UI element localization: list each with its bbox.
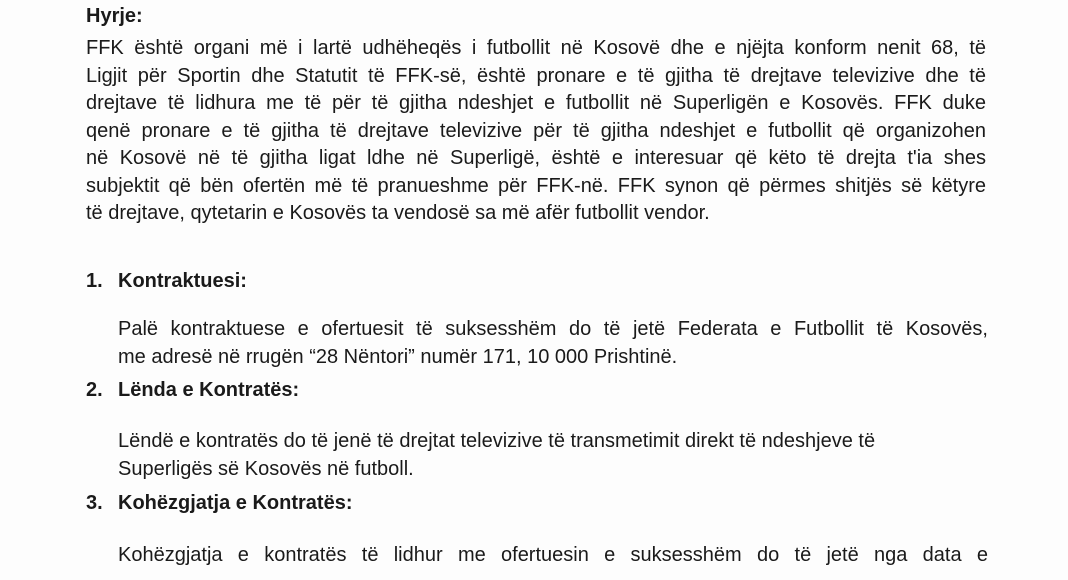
intro-heading: Hyrje: (86, 5, 143, 27)
intro-paragraph (86, 35, 986, 228)
section-1-heading (86, 268, 247, 294)
section-line: Lëndë e kontratës do të jenë të drejtat televizive të transmetimit direkt të ndeshjeve të (118, 430, 876, 452)
intro-line: në Kosovë në të gjitha ligat ldhe në Superligë, është e interesuar që këto të drejta t'ia shes (86, 147, 986, 169)
section-1-body (118, 316, 988, 371)
section-title: Kontraktuesi: (118, 270, 247, 292)
intro-line: qenë pronare e të gjitha të drejtave televizive për të gjitha ndeshjet e futbollit që organizohen (86, 119, 986, 142)
intro-line: Ligjit për Sportin dhe Statutit të FFK-së, është pronare e të gjitha të drejtave televizive dhe të (86, 64, 986, 87)
section-title: Lënda e Kontratës: (118, 379, 300, 401)
section-2-body (118, 428, 988, 483)
section-line: me adresë në rrugën “28 Nëntori” numër 171, 10 000 Prishtinë. (118, 345, 678, 368)
intro-line: të drejtave, qytetarin e Kosovës ta vendosë sa më afër futbollit vendor. (86, 202, 710, 224)
section-3-heading (86, 490, 352, 516)
intro-line: drejtave të lidhura me të për të gjitha ndeshjet e futbollit në Superligën e Kosovës. FFK duke (86, 92, 986, 114)
intro-line: subjektit që bën ofertën më të pranueshme për FFK-në. FFK synon që përmes shitjës së këtyre (86, 174, 986, 197)
section-line: Palë kontraktuese e ofertuesit të suksesshëm do të jetë Federata e Futbollit të Kosovës, (118, 318, 988, 340)
section-3-body (118, 542, 988, 570)
section-number: 1. (86, 270, 103, 292)
section-title: Kohëzgjatja e Kontratës: (118, 492, 353, 514)
intro-line: FFK është organi më i lartë udhëheqës i futbollit në Kosovë dhe e njëjta konform nenit 68, të (86, 37, 986, 59)
section-2-heading (86, 377, 299, 403)
section-line: Superligës së Kosovës në futboll. (118, 457, 414, 480)
section-number: 2. (86, 379, 103, 401)
section-number: 3. (86, 492, 103, 514)
section-line: Kohëzgjatja e kontratës të lidhur me ofertuesin e suksesshëm do të jetë nga data e (118, 544, 988, 566)
